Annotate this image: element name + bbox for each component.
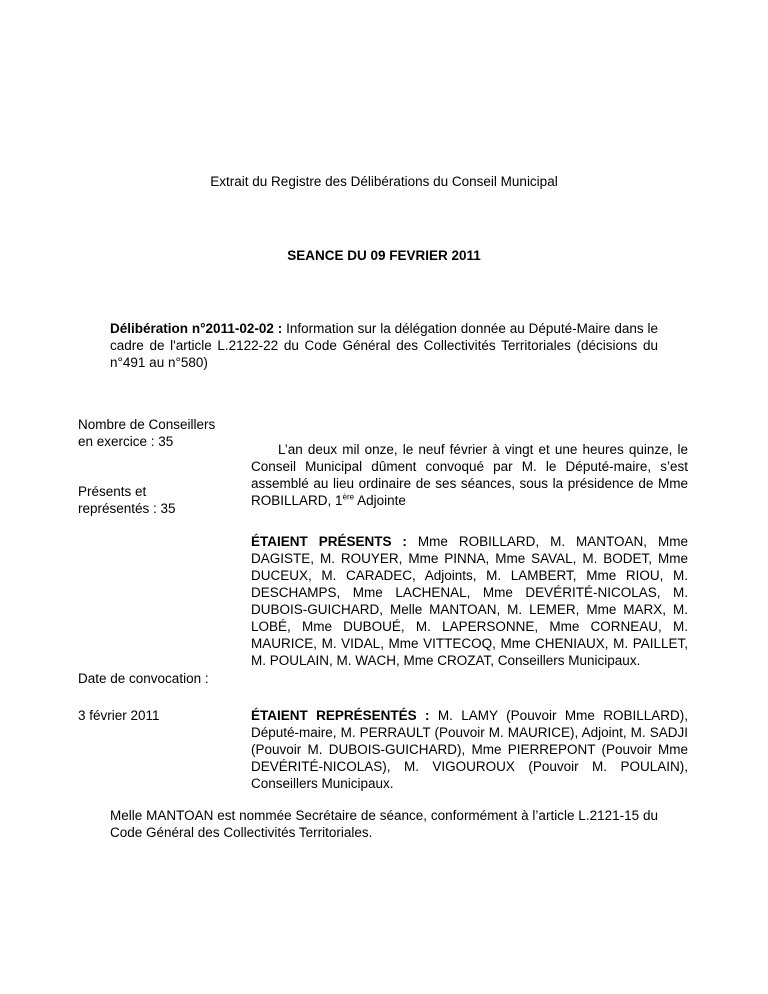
session-intro-sup: ère: [342, 492, 355, 502]
session-intro: [251, 441, 688, 509]
deliberation-label: Délibération n°2011-02-02 :: [110, 321, 283, 336]
presents-count-line2: représentés : 35: [78, 501, 176, 516]
presents-list: [251, 533, 688, 669]
conseillers-count-line1: Nombre de Conseillers: [78, 417, 216, 432]
presents-count: [78, 483, 238, 517]
session-intro-suffix: Adjointe: [354, 493, 406, 508]
secretaire-paragraph: Melle MANTOAN est nommée Secrétaire de séance, conformément à l’article L.2121-15 du Code Général des Collectivités Territoriales.: [110, 808, 658, 840]
session-intro-text: L’an deux mil onze, le neuf février à vingt et une heures quinze, le Conseil Municipal dûment convoqué par M. le Député-maire, s’est assemblé au lieu ordinaire de ses séances, sous la présidence de Mme ROBILLARD, 1: [251, 442, 688, 508]
deliberation-heading: [110, 320, 658, 371]
convocation-date-value: 3 février 2011: [78, 708, 160, 723]
conseillers-count: [78, 416, 238, 450]
conseillers-count-line2: en exercice : 35: [78, 434, 174, 449]
presents-list-text: Mme ROBILLARD, M. MANTOAN, Mme DAGISTE, M. ROUYER, Mme PINNA, Mme SAVAL, M. BODET, Mme DUCEUX, M. CARADEC, Adjoints, M. LAMBERT, Mme RIOU, M. DESCHAMPS, Mme LACHENAL, Mme DEVÉRITÉ-NICOLAS, M. DUBOIS-GUICHARD, Melle MANTOAN, M. LEMER, Mme MARX, M. LOBÉ, Mme DUBOUÉ, M. LAPERSONNE, Mme CORNEAU, M. MAURICE, M. VIDAL, Mme VITTECOQ, Mme CHENIAUX, M. PAILLET, M. POULAIN, M. WACH, Mme CROZAT, Conseillers Municipaux.: [251, 534, 689, 668]
presents-list-label: ÉTAIENT PRÉSENTS :: [251, 534, 407, 549]
representes-list-text: M. LAMY (Pouvoir Mme ROBILLARD), Député-maire, M. PERRAULT (Pouvoir M. MAURICE), Adjoint, M. SADJI (Pouvoir M. DUBOIS-GUICHARD), Mme PIERREPONT (Pouvoir Mme DEVÉRITÉ-NICOLAS), M. VIGOUROUX (Pouvoir M. POULAIN), Conseillers Municipaux.: [251, 708, 688, 791]
presents-count-line1: Présents et: [78, 484, 147, 499]
document-title: Extrait du Registre des Délibérations du Conseil Municipal: [210, 174, 558, 189]
representes-list-label: ÉTAIENT REPRÉSENTÉS :: [251, 708, 430, 723]
convocation-date-label: Date de convocation :: [78, 671, 209, 686]
deliberation-text: Information sur la délégation donnée au Député-Maire dans le cadre de l'article L.2122-22 du Code Général des Collectivités Territoriales (décisions du n°491 au n°580): [110, 321, 658, 370]
seance-title: SEANCE DU 09 FEVRIER 2011: [287, 248, 481, 263]
representes-list: [251, 707, 688, 792]
